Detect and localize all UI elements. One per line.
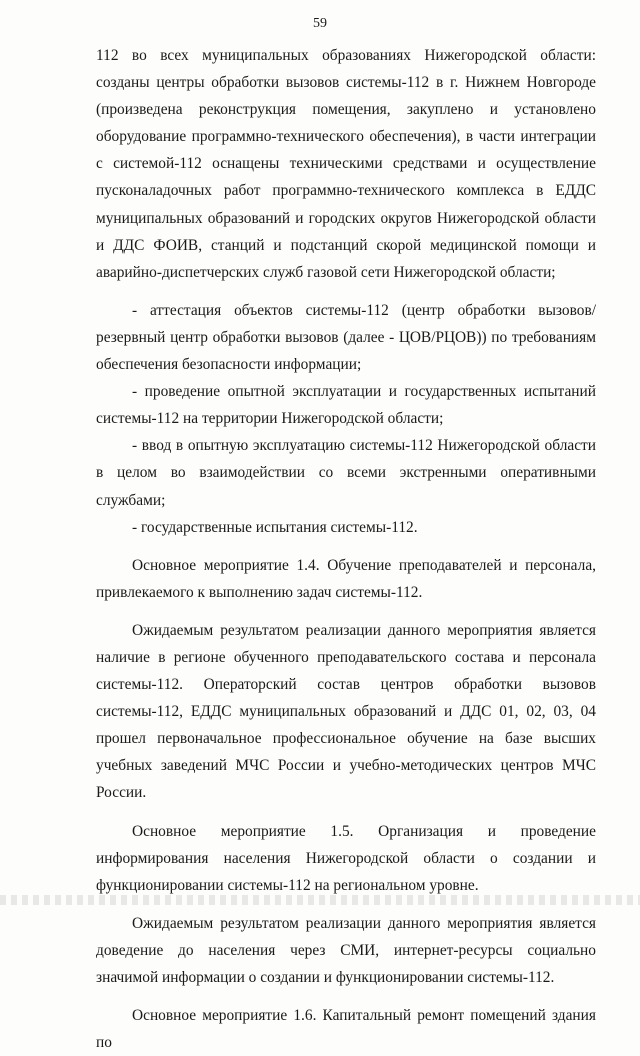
page-number: 59 — [313, 16, 327, 31]
list-item-commissioning: - ввод в опытную эксплуатацию системы-112 Нижегородской области в целом во взаимодействии со всеми экстренными оперативными службами; — [96, 437, 596, 509]
paragraph-measure-1-5: Основное мероприятие 1.5. Организация и проведение информирования населения Нижегородской области о создании и функционировании системы-112 на региональном уровне. — [96, 822, 596, 894]
list-item-attestation: - аттестация объектов системы-112 (центр обработки вызовов/резервный центр обработки вызовов (далее - ЦОВ/РЦОВ)) по требованиям обеспечения безопасности информации; — [96, 301, 596, 374]
paragraph-measure-1-4: Основное мероприятие 1.4. Обучение преподавателей и персонала, привлекаемого к выполнению задач системы-112. — [96, 556, 596, 601]
paragraph-result-1-5: Ожидаемым результатом реализации данного мероприятия является доведение до населения через СМИ, интернет-ресурсы социально значимой информации о создании и функционировании системы-112. — [96, 914, 596, 986]
list-item-state-tests: - государственные испытания системы-112. — [132, 518, 418, 536]
list-item-trial-operation: - проведение опытной эксплуатации и государственных испытаний системы-112 на территории Нижегородской области; — [96, 383, 596, 428]
paragraph-measure-1-6: Основное мероприятие 1.6. Капитальный ремонт помещений здания по — [96, 1007, 596, 1052]
paragraph-continuation: 112 во всех муниципальных образованиях Нижегородской области: созданы центры обработки вызовов системы-112 в г. Нижнем Новгороде (произведена реконструкция помещения, закуплено и установлено оборудование программно-технического обеспечения), в части интеграции с системой-112 оснащены техническими средствами и осуществление пусконаладочных работ программно-технического комплекса в ЕДДС муниципальных образований и городских округов Нижегородской области и ДДС ФОИВ, станций и подстанций скорой медицинской помощи и аварийно-диспетчерских служб газовой сети Нижегородской области; — [96, 47, 596, 281]
paragraph-result-1-4: Ожидаемым результатом реализации данного мероприятия является наличие в регионе обученного преподавательского состава и персонала системы-112. Операторский состав центров обработки вызовов системы-112, ЕДДС муниципальных образований и ДДС 01, 02, 03, 04 прошел первоначальное профессиональное обучение на базе высших учебных заведений МЧС России и учебно-методических центров МЧС России. — [96, 621, 596, 802]
scan-artifact — [0, 895, 640, 905]
